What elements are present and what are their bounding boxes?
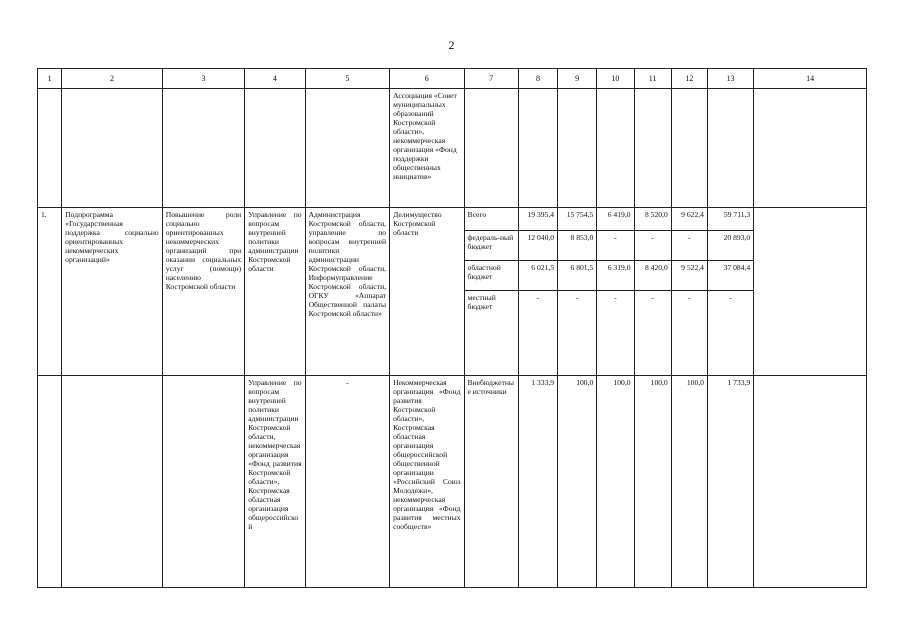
header-cell: 6 (390, 69, 464, 89)
header-row (38, 69, 867, 89)
table-cell (464, 89, 518, 208)
participants-cell: Некоммерческая организация «Фонд развития Костромской области», Костромская областная организация общероссийской общественной организации «Российский Союз Молодежи», некоммерческая организация «Фонд развития местных сообществ» (390, 376, 464, 588)
header-cell: 4 (245, 69, 305, 89)
header-cell: 13 (707, 69, 753, 89)
subprogram-goal: Повышение роли социально ориентированных некоммерческих организаций при оказании социальных услуг (помощи) населению Костромской области (162, 208, 244, 376)
table-cell (38, 376, 62, 588)
value-cell: 100,0 (597, 376, 634, 588)
row-number: 1. (38, 208, 62, 376)
header-cell: 10 (597, 69, 634, 89)
value-cell: 6 319,0 (597, 261, 634, 291)
value-cell: - (558, 291, 597, 376)
table-cell (305, 89, 390, 208)
value-cell: 100,0 (558, 376, 597, 588)
continuation-row (38, 89, 867, 208)
header-cell: 5 (305, 69, 390, 89)
page-number: 2 (448, 38, 455, 52)
table-cell (162, 89, 244, 208)
value-cell: 100,0 (671, 376, 707, 588)
table-row (38, 208, 867, 231)
table-cell (518, 89, 557, 208)
total-cell: 20 893,0 (707, 231, 753, 261)
value-cell: 1 333,9 (518, 376, 557, 588)
header-cell: 8 (518, 69, 557, 89)
value-cell: 6 801,5 (558, 261, 597, 291)
funding-source: областной бюджет (464, 261, 518, 291)
value-cell: 8 520,0 (634, 208, 671, 231)
participants-cell: Делимущество Костромской области (390, 208, 464, 376)
value-cell: - (671, 231, 707, 261)
value-cell: 6 021,5 (518, 261, 557, 291)
table-cell (671, 89, 707, 208)
value-cell: 15 754,5 (558, 208, 597, 231)
table-cell (754, 89, 867, 208)
header-cell: 14 (754, 69, 867, 89)
coordinator-cell: Управление по вопросам внутренней политики администрации Костромской области, некоммерческая организация «Фонд развития Костромской области», Костромская областная организация общероссийской (245, 376, 305, 588)
table-cell (38, 89, 62, 208)
total-cell: 37 084,4 (707, 261, 753, 291)
header-cell: 12 (671, 69, 707, 89)
funding-source: Всего (464, 208, 518, 231)
total-cell: - (707, 291, 753, 376)
header-cell: 1 (38, 69, 62, 89)
value-cell: 6 419,0 (597, 208, 634, 231)
participants-cell: Ассоциация «Совет муниципальных образований Костромской области», некоммерческая организация «Фонд поддержки общественных инициатив» (390, 89, 464, 208)
table-cell (707, 89, 753, 208)
executor-cell: - (305, 376, 390, 588)
value-cell: - (518, 291, 557, 376)
coordinator-cell: Управление по вопросам внутренней политики администрации Костромской области (245, 208, 305, 376)
value-cell: 8 853,0 (558, 231, 597, 261)
header-cell: 7 (464, 69, 518, 89)
table-cell (597, 89, 634, 208)
subprogram-name: Подпрограмма «Государственная поддержка социально ориентированных некоммерческих организаций» (62, 208, 163, 376)
table-cell (558, 89, 597, 208)
total-cell: 59 711,3 (707, 208, 753, 231)
value-cell: - (597, 231, 634, 261)
table-cell (754, 376, 867, 588)
table-cell (62, 376, 163, 588)
value-cell: 8 420,0 (634, 261, 671, 291)
table-cell (62, 89, 163, 208)
header-cell: 11 (634, 69, 671, 89)
table-cell (754, 208, 867, 376)
table-cell (634, 89, 671, 208)
funding-source: Внебюджетные источники (464, 376, 518, 588)
total-cell: 1 733,9 (707, 376, 753, 588)
header-cell: 2 (62, 69, 163, 89)
value-cell: 12 040,0 (518, 231, 557, 261)
program-table (37, 68, 867, 588)
value-cell: - (634, 231, 671, 261)
table-row (38, 376, 867, 588)
table-cell (162, 376, 244, 588)
value-cell: 9 622,4 (671, 208, 707, 231)
value-cell: - (634, 291, 671, 376)
value-cell: 100,0 (634, 376, 671, 588)
value-cell: - (671, 291, 707, 376)
table-cell (245, 89, 305, 208)
funding-source: федераль-ный бюджет (464, 231, 518, 261)
executor-cell: Администрация Костромской области, управление по вопросам внутренней политики администрации Костромской области, Информуправление Костромской области, ОГКУ «Аппарат Общественной палаты Костромской области» (305, 208, 390, 376)
value-cell: 19 395,4 (518, 208, 557, 231)
funding-source: местный бюджет (464, 291, 518, 376)
header-cell: 3 (162, 69, 244, 89)
value-cell: 9 522,4 (671, 261, 707, 291)
header-cell: 9 (558, 69, 597, 89)
value-cell: - (597, 291, 634, 376)
